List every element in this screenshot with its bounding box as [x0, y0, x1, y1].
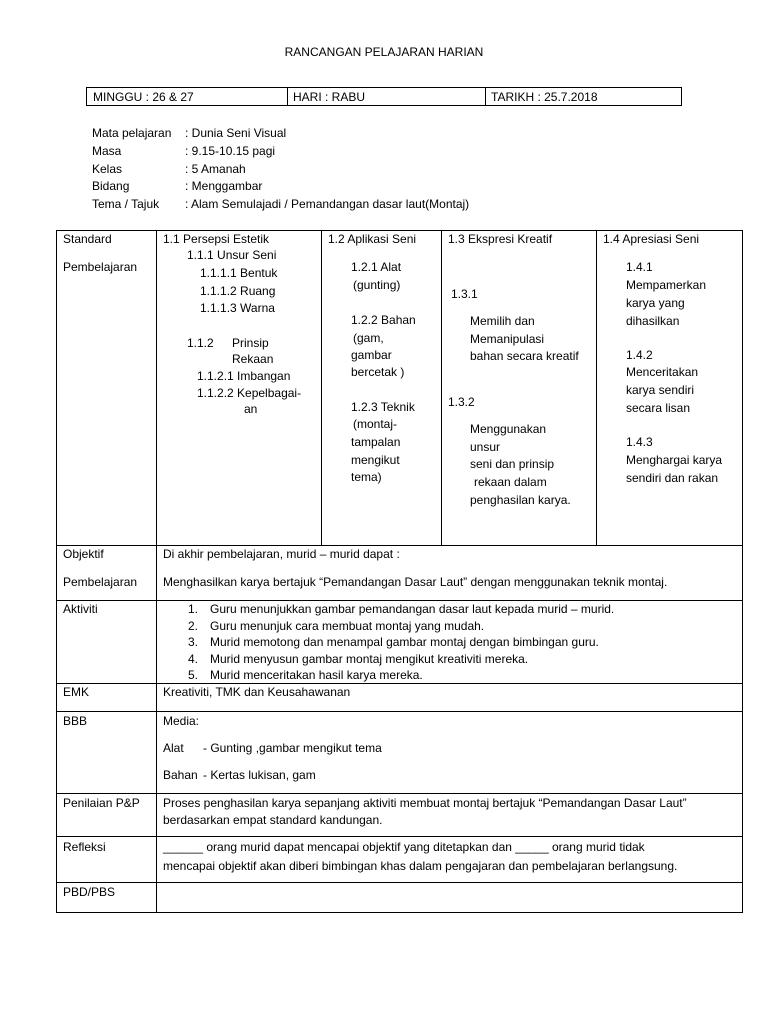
- penilaian-text: berdasarkan empat standard kandungan.: [163, 813, 383, 827]
- col2-line: (gunting): [353, 278, 401, 292]
- col1-line: Prinsip: [232, 336, 269, 350]
- emk-value: Kreativiti, TMK dan Keusahawanan: [163, 685, 351, 699]
- list-item: [164, 618, 614, 635]
- col4-line: 1.4.2: [626, 348, 653, 362]
- col3-line: unsur: [470, 440, 501, 454]
- table-border: [321, 230, 322, 546]
- minggu-field: MINGGU : 26 & 27: [93, 90, 194, 104]
- meta-value: : 5 Amanah: [185, 162, 246, 176]
- refleksi-text: mencapai objektif akan diberi bimbingan khas dalam pengajaran dan pembelajaran berlangsung.: [163, 859, 678, 873]
- bbb-label: BBB: [63, 714, 88, 728]
- col2-line: 1.2.1 Alat: [351, 260, 402, 274]
- list-item: [164, 634, 614, 651]
- table-border: [56, 836, 743, 837]
- list-item-text: Murid menyusun gambar montaj mengikut kreativiti mereka.: [210, 651, 529, 666]
- col4-line: karya sendiri: [626, 383, 695, 397]
- penilaian-label: Penilaian P&P: [63, 796, 140, 810]
- col3-line: 1.3.1: [451, 287, 478, 301]
- col1-line: 1.1.1.1 Bentuk: [200, 266, 278, 280]
- hari-field: HARI : RABU: [293, 90, 366, 104]
- col3-line: Menggunakan: [470, 422, 547, 436]
- col2-line: mengikut: [351, 453, 400, 467]
- col2-line: tampalan: [351, 435, 401, 449]
- list-item-number: 1.: [188, 602, 199, 616]
- info-divider: [485, 88, 486, 105]
- aktiviti-list: [164, 601, 614, 684]
- refleksi-text: ______ orang murid dapat mencapai objektif yang ditetapkan dan _____ orang murid tidak: [163, 840, 645, 854]
- table-border: [56, 882, 743, 883]
- list-item-text: Murid memotong dan menampal gambar montaj dengan bimbingan guru.: [210, 635, 599, 649]
- col2-heading: 1.2 Aplikasi Seni: [328, 232, 417, 246]
- col3-line: seni dan prinsip: [470, 457, 555, 471]
- standard-label: Standard: [63, 232, 112, 246]
- col3-line: Memanipulasi: [470, 332, 545, 346]
- table-border: [56, 230, 57, 913]
- col1-line: 1.1.2.2 Kepelbagai-: [197, 386, 302, 400]
- list-item-text: Guru menunjuk cara membuat montaj yang mudah.: [210, 618, 485, 633]
- table-border: [56, 711, 743, 712]
- bbb-alat-value: - Gunting ,gambar mengikut tema: [203, 741, 382, 755]
- col3-line: penghasilan karya.: [470, 493, 571, 507]
- bbb-media: Media:: [163, 714, 200, 728]
- meta-label: Tema / Tajuk: [92, 197, 160, 211]
- col4-line: secara lisan: [626, 401, 691, 415]
- objektif-label: Pembelajaran: [63, 575, 138, 589]
- col4-line: dihasilkan: [626, 314, 680, 328]
- meta-label: Mata pelajaran: [92, 126, 172, 140]
- objektif-text: Di akhir pembelajaran, murid – murid dapat :: [163, 547, 400, 561]
- list-item-number: 5.: [188, 668, 199, 682]
- meta-value: : 9.15-10.15 pagi: [185, 144, 276, 158]
- col4-line: sendiri dan rakan: [626, 471, 719, 485]
- meta-value: : Alam Semulajadi / Pemandangan dasar laut(Montaj): [185, 197, 470, 211]
- table-border: [56, 793, 743, 794]
- col4-heading: 1.4 Apresiasi Seni: [603, 232, 700, 246]
- table-border: [56, 912, 743, 913]
- bbb-bahan-value: - Kertas lukisan, gam: [203, 768, 316, 782]
- col4-line: 1.4.1: [626, 260, 653, 274]
- table-border: [596, 230, 597, 546]
- list-item-number: 3.: [188, 635, 199, 649]
- col3-line: rekaan dalam: [474, 475, 547, 489]
- col4-line: karya yang: [626, 296, 685, 310]
- meta-value: : Menggambar: [185, 179, 263, 193]
- table-border: [441, 230, 442, 546]
- col2-line: bercetak ): [351, 365, 405, 379]
- list-item: [164, 667, 614, 684]
- col2-line: tema): [351, 470, 382, 484]
- list-item: [164, 601, 614, 618]
- list-item-number: 2.: [188, 618, 199, 633]
- col2-line: 1.2.2 Bahan: [351, 313, 416, 327]
- col2-line: (gam,: [353, 331, 384, 345]
- col1-heading: 1.1 Persepsi Estetik: [163, 232, 270, 246]
- col3-heading: 1.3 Ekspresi Kreatif: [448, 232, 553, 246]
- aktiviti-label: Aktiviti: [63, 602, 98, 616]
- table-border: [742, 230, 743, 913]
- page-title: RANCANGAN PELAJARAN HARIAN: [284, 45, 484, 59]
- col3-line: 1.3.2: [448, 395, 475, 409]
- list-item-number: 4.: [188, 651, 199, 666]
- table-border: [156, 230, 157, 913]
- refleksi-label: Refleksi: [63, 840, 106, 854]
- meta-value: : Dunia Seni Visual: [185, 126, 287, 140]
- bbb-bahan-label: Bahan: [163, 768, 198, 782]
- col3-line: Memilih dan: [470, 314, 535, 328]
- bbb-alat-label: Alat: [163, 741, 184, 755]
- col2-line: 1.2.3 Teknik: [351, 400, 415, 414]
- list-item-text: Murid menceritakan hasil karya mereka.: [210, 668, 423, 682]
- objektif-text: Menghasilkan karya bertajuk “Pemandangan Dasar Laut” dengan menggunakan teknik montaj.: [163, 575, 668, 589]
- col2-line: (montaj-: [353, 417, 398, 431]
- col1-line: 1.1.1 Unsur Seni: [187, 248, 277, 262]
- emk-label: EMK: [63, 685, 90, 699]
- list-item-text: Guru menunjukkan gambar pemandangan dasar laut kepada murid – murid.: [210, 602, 615, 616]
- col4-line: Menghargai karya: [626, 453, 723, 467]
- col2-line: gambar: [351, 348, 392, 362]
- meta-label: Kelas: [92, 162, 123, 176]
- penilaian-text: Proses penghasilan karya sepanjang aktiviti membuat montaj bertajuk “Pemandangan Dasar Laut”: [163, 796, 687, 810]
- col1-line: Rekaan: [232, 352, 274, 366]
- col1-line: 1.1.2: [187, 336, 214, 350]
- meta-label: Bidang: [92, 179, 130, 193]
- meta-label: Masa: [92, 144, 122, 158]
- col4-line: Mempamerkan: [626, 278, 707, 292]
- col4-line: Menceritakan: [626, 365, 699, 379]
- objektif-label: Objektif: [63, 547, 104, 561]
- list-item: [164, 651, 614, 668]
- info-divider: [287, 88, 288, 105]
- col1-line: an: [244, 402, 258, 416]
- col1-line: 1.1.1.2 Ruang: [200, 284, 276, 298]
- col3-line: bahan secara kreatif: [470, 349, 579, 363]
- standard-label: Pembelajaran: [63, 260, 138, 274]
- col1-line: 1.1.1.3 Warna: [200, 301, 275, 315]
- pbd-label: PBD/PBS: [63, 885, 116, 899]
- col4-line: 1.4.3: [626, 435, 653, 449]
- tarikh-field: TARIKH : 25.7.2018: [491, 90, 598, 104]
- info-bar: [86, 87, 682, 106]
- col1-line: 1.1.2.1 Imbangan: [197, 369, 291, 383]
